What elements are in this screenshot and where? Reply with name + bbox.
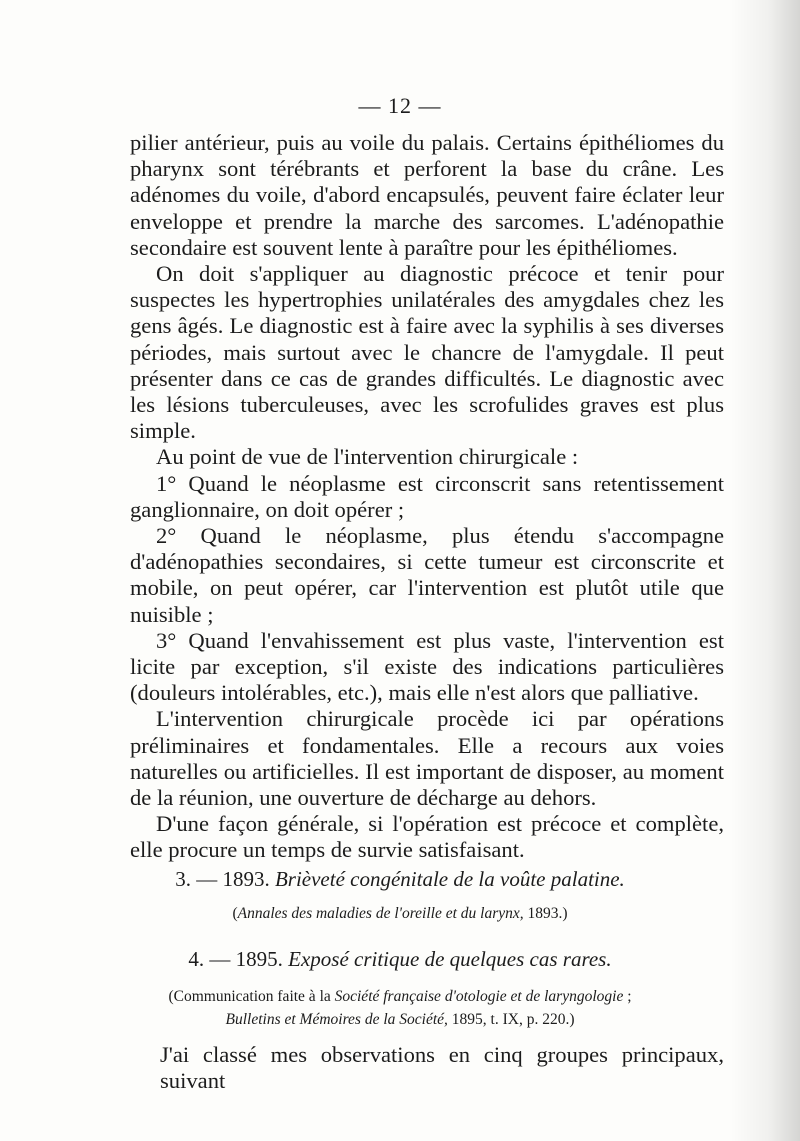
entry-title-text: Brièveté congénitale de la voûte palatine. bbox=[274, 867, 625, 891]
bibliography-entry-source bbox=[0, 985, 800, 1031]
source-journal: Bulletins et Mémoires de la Société, bbox=[225, 1011, 448, 1028]
list-item: 2° Quand le néoplasme, plus étendu s'accompagne d'adénopathies secondaires, si cette tumeur est circonscrite et mobile, on peut opérer, car l'intervention est plutôt utile que nuisible ; bbox=[130, 523, 724, 627]
source-line bbox=[0, 1008, 800, 1031]
entry-number: 4. — 1895. bbox=[188, 947, 283, 971]
source-suffix: ; bbox=[623, 988, 632, 1005]
paragraph: D'une façon générale, si l'opération est précoce et complète, elle procure un temps de survie satisfaisant. bbox=[130, 811, 724, 863]
source-reference: 1895, t. IX, p. 220.) bbox=[447, 1011, 575, 1028]
paragraph: pilier antérieur, puis au voile du palais. Certains épithéliomes du pharynx sont térébrants et perforent la base du crâne. Les adénomes du voile, d'abord encapsulés, peuvent faire éclater leur enveloppe et prendre la marche des sarcomes. L'adénopathie secondaire est souvent lente à paraître pour les épithéliomes. bbox=[130, 130, 724, 260]
body-text bbox=[130, 130, 724, 864]
list-item: 1° Quand le néoplasme est circonscrit sans retentissement ganglionnaire, on doit opérer ; bbox=[130, 470, 724, 522]
list-item: 3° Quand l'envahissement est plus vaste, l'intervention est licite par exception, s'il existe des indications particulières (douleurs intolérables, etc.), mais elle n'est alors que palliative. bbox=[130, 627, 724, 706]
page-number: — 12 — bbox=[358, 93, 442, 118]
source-line bbox=[0, 985, 800, 1008]
source-year: 1893.) bbox=[523, 905, 568, 922]
bibliography-entry-title bbox=[0, 867, 800, 892]
source-journal: Annales des maladies de l'oreille et du larynx, bbox=[237, 905, 524, 922]
bibliography-entry-title bbox=[0, 947, 800, 972]
bibliography-entry-source bbox=[0, 902, 800, 925]
entry-number: 3. — 1893. bbox=[175, 867, 270, 891]
paragraph: Au point de vue de l'intervention chirurgicale : bbox=[156, 444, 579, 470]
source-society: Société française d'otologie et de laryngologie bbox=[334, 988, 624, 1005]
paragraph: On doit s'appliquer au diagnostic précoce et tenir pour suspectes les hypertrophies unilatérales des amygdales chez les gens âgés. Le diagnostic est à faire avec la syphilis à ses diverses périodes, mais surtout avec le chancre de l'amygdale. Il peut présenter dans ce cas de grandes difficultés. Le diagnostic avec les lésions tuberculeuses, avec les scrofulides graves est plus simple. bbox=[130, 261, 724, 444]
paragraph-start: J'ai classé mes observations en cinq groupes principaux, suivant bbox=[160, 1042, 724, 1093]
entry-title-text: Exposé critique de quelques cas rares. bbox=[288, 947, 612, 971]
source-prefix: (Communication faite à la bbox=[168, 988, 335, 1005]
source-open: ( bbox=[232, 905, 238, 922]
paragraph: L'intervention chirurgicale procède ici par opérations préliminaires et fondamentales. Elle a recours aux voies naturelles ou artificielles. Il est important de disposer, au moment de la réunion, une ouverture de décharge au dehors. bbox=[130, 706, 724, 811]
